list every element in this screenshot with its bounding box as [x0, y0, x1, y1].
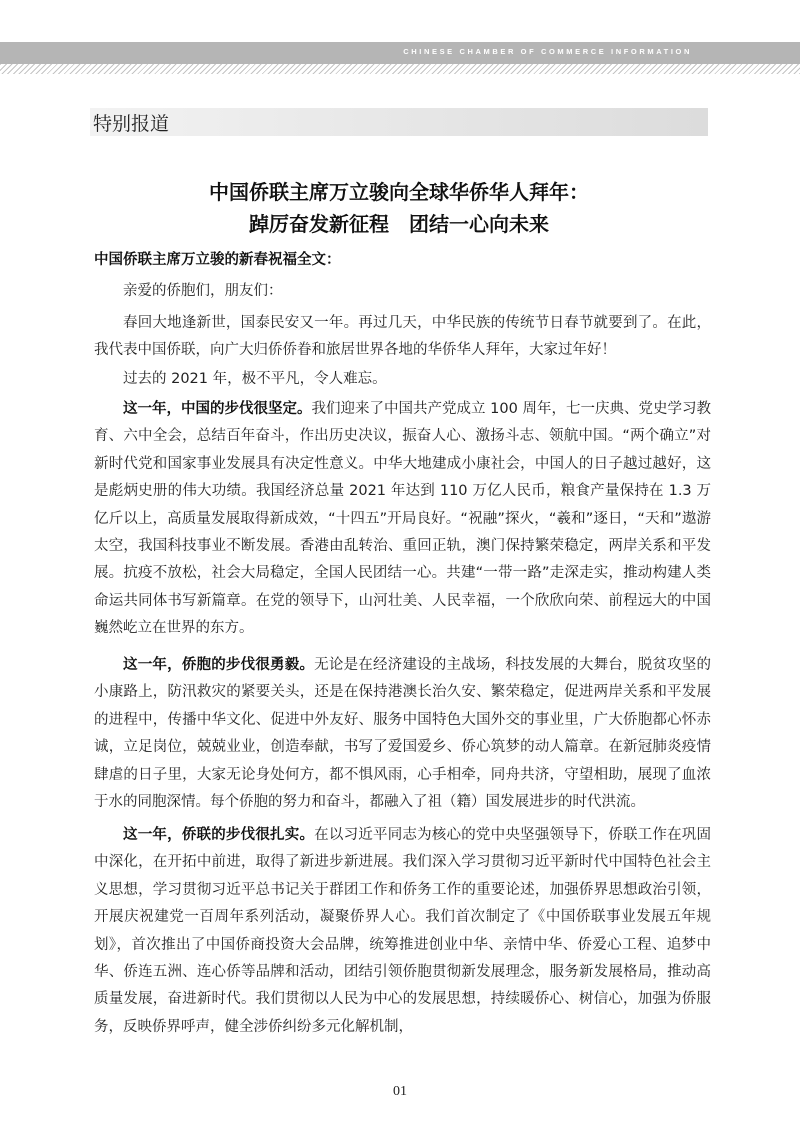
- paragraph-5-body: 在以习近平同志为核心的党中央坚强领导下，侨联工作在巩固中深化，在开拓中前进，取得了新进步新进展。我们深入学习贯彻习近平新时代中国特色社会主义思想，学习贯彻习近平总书记关于群团工作和侨务工作的重要论述，加强侨界思想政治引领，开展庆祝建党一百周年系列活动，凝聚侨界人心。我们首次制定了《中国侨联事业发展五年规划》，首次推出了中国侨商投资大会品牌，统筹推进创业中华、亲情中华、侨爱心工程、追梦中华、侨连五洲、连心侨等品牌和活动，团结引领侨胞贯彻新发展理念，服务新发展格局，推动高质量发展，奋进新时代。我们贯彻以人民为中心的发展思想，持续暖侨心、树信心，加强为侨服务，反映侨界呼声，健全涉侨纠纷多元化解机制，: [94, 827, 712, 1035]
- article-subtitle-text: 中国侨联主席万立骏的新春祝福全文：: [94, 252, 341, 268]
- paragraph-4: [94, 652, 711, 816]
- article-subtitle: [94, 247, 711, 274]
- paragraph-3-body: 我们迎来了中国共产党成立 100 周年，七一庆典、党史学习教育、六中全会，总结百年奋斗，作出历史决议，振奋人心、激扬斗志、领航中国。“两个确立”对新时代党和国家事业发展具有决定性意义。中华大地建成小康社会，中国人的日子越过越好，这是彪炳史册的伟大功绩。我国经济总量 2021 年达到 110 万亿人民币，粮食产量保持在 1.3 万亿斤以上，高质量发展取得新成效，“十四五”开局良好。“祝融”探火，“羲和”逐日，“天和”遨游太空，我国科技事业不断发展。香港由乱转治、重回正轨，澳门保持繁荣稳定，两岸关系和平发展。抗疫不放松，社会大局稳定，全国人民团结一心。共建“一带一路”走深走实，推动构建人类命运共同体书写新篇章。在党的领导下，山河壮美、人民幸福，一个欣欣向荣、前程远大的中国巍然屹立在世界的东方。: [94, 401, 711, 637]
- greeting-paragraph: 亲爱的侨胞们，朋友们：: [123, 283, 283, 299]
- paragraph-3-lead: 这一年，中国的步伐很坚定。: [123, 401, 312, 417]
- article-title-line-2: 踔厉奋发新征程 团结一心向未来: [249, 212, 549, 236]
- paragraph-5-lead: 这一年，侨联的步伐很扎实。: [123, 827, 315, 843]
- publication-tagline: CHINESE CHAMBER OF COMMERCE INFORMATION: [403, 47, 692, 56]
- paragraph-4-lead: 这一年，侨胞的步伐很勇毅。: [123, 657, 315, 673]
- section-bar: [90, 108, 708, 136]
- paragraph-5: [94, 822, 711, 1041]
- paragraph-1: 春回大地逢新世，国泰民安又一年。再过几天，中华民族的传统节日春节就要到了。在此，我代表中国侨联，向广大归侨侨眷和旅居世界各地的华侨华人拜年，大家过年好！: [94, 315, 711, 359]
- paragraph-2: 过去的 2021 年，极不平凡，令人难忘。: [123, 371, 387, 387]
- decorative-hatch-band: [0, 64, 800, 74]
- paragraph-3: [94, 396, 711, 643]
- page-number: 01: [393, 1084, 407, 1099]
- article-title-line-1: 中国侨联主席万立骏向全球华侨华人拜年：: [209, 180, 589, 204]
- section-title: 特别报道: [93, 113, 170, 135]
- paragraph-4-body: 无论是在经济建设的主战场，科技发展的大舞台，脱贫攻坚的小康路上，防汛救灾的紧要关头，还是在保持港澳长治久安、繁荣稳定，促进两岸关系和平发展的进程中，传播中华文化、促进中外友好、服务中国特色大国外交的事业里，广大侨胞都心怀赤诚，立足岗位，兢兢业业，创造奉献，书写了爱国爱乡、侨心筑梦的动人篇章。在新冠肺炎疫情肆虐的日子里，大家无论身处何方，都不惧风雨，心手相牵，同舟共济，守望相助，展现了血浓于水的同胞深情。每个侨胞的努力和奋斗，都融入了祖（籍）国发展进步的时代洪流。: [94, 657, 712, 811]
